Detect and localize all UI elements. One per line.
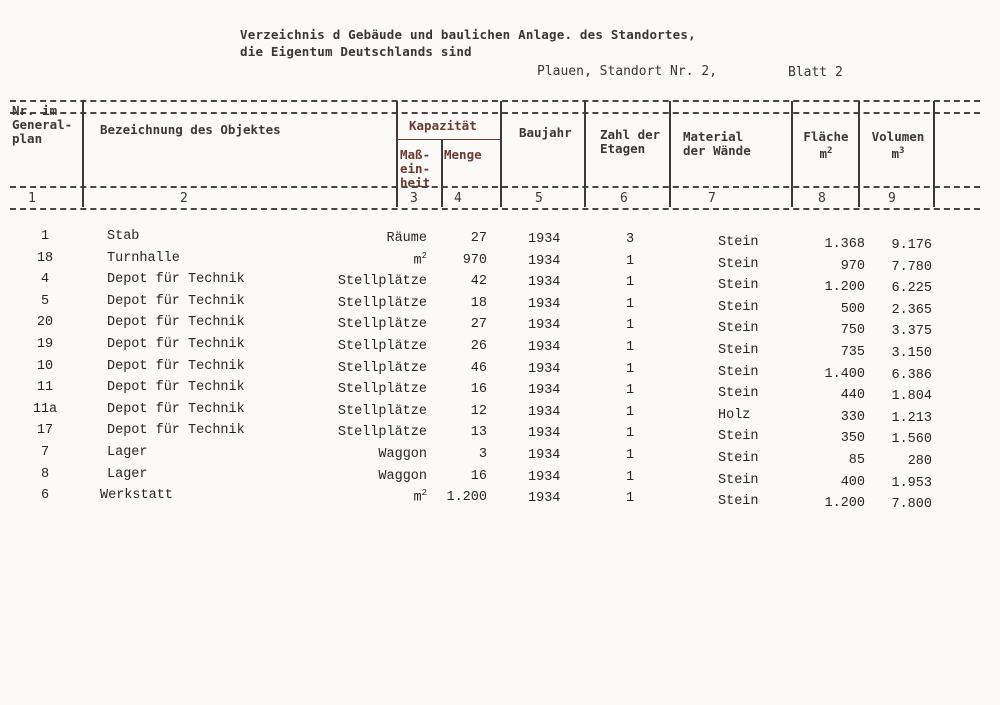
cell-name: Lager	[107, 445, 148, 460]
cell-nr: 10	[36, 359, 54, 374]
cell-etagen: 1	[625, 340, 635, 355]
cell-volumen: 7.780	[891, 260, 932, 275]
cell-menge: 970	[462, 253, 487, 268]
cell-unit: Stellplätze	[337, 274, 427, 289]
cell-menge: 1.200	[446, 490, 487, 505]
cell-volumen: 2.365	[891, 303, 932, 318]
cell-unit: Stellplätze	[337, 317, 427, 332]
column-number: 1	[28, 191, 36, 206]
col-separator-4	[500, 101, 502, 207]
header-bottom-rule	[10, 186, 980, 188]
column-number: 3	[410, 191, 418, 206]
cell-menge: 42	[470, 274, 487, 289]
col-separator-6	[669, 101, 671, 207]
cell-volumen: 1.560	[891, 432, 932, 447]
cell-flaeche: 85	[848, 453, 865, 468]
header-volumen: Volumen $m^3$	[871, 129, 925, 162]
cell-baujahr: 1934	[528, 426, 561, 441]
cell-unit: $m^2$	[413, 488, 427, 506]
cell-flaeche: 1.400	[824, 367, 865, 382]
header-bezeichnung: Bezeichnung des Objektes	[100, 122, 281, 137]
cell-volumen: 1.213	[891, 411, 932, 426]
cell-unit: Räume	[386, 231, 427, 246]
cell-volumen: 3.375	[891, 324, 932, 339]
cell-baujahr: 1934	[528, 470, 561, 485]
table-top-rule-inner	[10, 112, 980, 114]
cell-material: Stein	[718, 494, 759, 509]
cell-material: Stein	[718, 386, 759, 401]
cell-menge: 16	[470, 382, 487, 397]
cell-baujahr: 1934	[528, 297, 561, 312]
cell-flaeche: 1.200	[824, 496, 865, 511]
cell-name: Werkstatt	[100, 488, 173, 503]
cell-unit: Stellplätze	[337, 361, 427, 376]
cell-flaeche: 1.368	[824, 237, 865, 252]
cell-unit: Stellplätze	[337, 296, 427, 311]
cell-name: Depot für Technik	[107, 359, 245, 374]
cell-nr: 17	[36, 423, 54, 438]
header-material: Material der Wände	[683, 129, 751, 158]
cell-etagen: 1	[625, 405, 635, 420]
cell-menge: 18	[470, 296, 487, 311]
cell-name: Turnhalle	[107, 251, 180, 266]
unit-exponent: 2	[421, 488, 427, 498]
cell-flaeche: 970	[840, 259, 865, 274]
col-separator-8	[858, 101, 860, 207]
cell-nr: 6	[40, 488, 50, 503]
cell-name: Depot für Technik	[107, 315, 245, 330]
cell-material: Stein	[718, 278, 759, 293]
cell-menge: 12	[470, 404, 487, 419]
unit-exponent: 2	[421, 251, 427, 261]
cell-menge: 46	[470, 361, 487, 376]
cell-name: Lager	[107, 467, 148, 482]
cell-menge: 13	[470, 425, 487, 440]
cell-etagen: 1	[625, 318, 635, 333]
cell-material: Stein	[718, 343, 759, 358]
cell-nr: 11	[36, 380, 54, 395]
sheet-label: Blatt 2	[788, 65, 843, 80]
cell-nr: 1	[40, 229, 50, 244]
cell-flaeche: 350	[840, 431, 865, 446]
cell-baujahr: 1934	[528, 383, 561, 398]
cell-baujahr: 1934	[528, 340, 561, 355]
document-title-line2: die Eigentum Deutschlands sind	[240, 44, 472, 59]
cell-unit: $m^2$	[413, 251, 427, 269]
header-flaeche: Fläche $m^2$	[803, 129, 849, 162]
header-nr: Nr. im General- plan	[12, 103, 73, 146]
cell-baujahr: 1934	[528, 275, 561, 290]
cell-etagen: 1	[625, 470, 635, 485]
col-separator-5	[584, 101, 586, 207]
cell-baujahr: 1934	[528, 232, 561, 247]
cell-nr: 19	[36, 337, 54, 352]
cell-name: Depot für Technik	[107, 294, 245, 309]
cell-nr: 11a	[32, 402, 58, 417]
cell-flaeche: 500	[840, 302, 865, 317]
cell-unit: Stellplätze	[337, 339, 427, 354]
table-top-rule	[10, 100, 980, 102]
cell-nr: 5	[40, 294, 50, 309]
col-separator-1	[82, 101, 84, 207]
column-number: 2	[180, 191, 188, 206]
header-menge: Menge	[444, 147, 482, 162]
header-etagen: Zahl der Etagen	[600, 127, 661, 156]
header-kapazitaet: Kapazität	[409, 118, 477, 133]
cell-material: Stein	[718, 300, 759, 315]
cell-unit: Stellplätze	[337, 382, 427, 397]
cell-material: Stein	[718, 473, 759, 488]
cell-name: Depot für Technik	[107, 423, 245, 438]
cell-volumen: 3.150	[891, 346, 932, 361]
header-baujahr: Baujahr	[519, 125, 572, 140]
cell-baujahr: 1934	[528, 362, 561, 377]
cell-nr: 7	[40, 445, 50, 460]
col-separator-2	[396, 101, 398, 207]
cell-name: Depot für Technik	[107, 337, 245, 352]
cell-material: Stein	[718, 451, 759, 466]
cell-material: Stein	[718, 321, 759, 336]
cell-unit: Stellplätze	[337, 404, 427, 419]
cell-etagen: 1	[625, 383, 635, 398]
col-separator-3	[441, 140, 443, 207]
kapazitaet-underline	[397, 139, 500, 140]
column-number: 4	[454, 191, 462, 206]
cell-flaeche: 330	[840, 410, 865, 425]
cell-baujahr: 1934	[528, 491, 561, 506]
cell-etagen: 3	[625, 232, 635, 247]
cell-flaeche: 1.200	[824, 280, 865, 295]
cell-name: Stab	[107, 229, 140, 244]
cell-volumen: 1.953	[891, 476, 932, 491]
cell-flaeche: 735	[840, 345, 865, 360]
cell-menge: 27	[470, 231, 487, 246]
cell-menge: 16	[470, 469, 487, 484]
cell-etagen: 1	[625, 426, 635, 441]
cell-unit: Stellplätze	[337, 425, 427, 440]
cell-menge: 27	[470, 317, 487, 332]
col-separator-7	[791, 101, 793, 207]
column-number-rule	[10, 208, 980, 210]
column-number: 8	[818, 191, 826, 206]
cell-name: Depot für Technik	[107, 380, 245, 395]
cell-flaeche: 750	[840, 323, 865, 338]
location-label: Plauen, Standort Nr. 2,	[537, 64, 718, 79]
cell-volumen: 7.800	[891, 497, 932, 512]
cell-name: Depot für Technik	[107, 402, 245, 417]
cell-material: Stein	[718, 257, 759, 272]
cell-unit: Waggon	[378, 469, 427, 484]
cell-etagen: 1	[625, 297, 635, 312]
column-number: 7	[708, 191, 716, 206]
cell-baujahr: 1934	[528, 254, 561, 269]
cell-volumen: 280	[907, 454, 932, 469]
cell-material: Holz	[718, 408, 751, 423]
cell-etagen: 1	[625, 254, 635, 269]
cell-nr: 4	[40, 272, 50, 287]
cell-volumen: 6.225	[891, 281, 932, 296]
column-number: 5	[535, 191, 543, 206]
cell-name: Depot für Technik	[107, 272, 245, 287]
cell-material: Stein	[718, 429, 759, 444]
cell-etagen: 1	[625, 275, 635, 290]
cell-nr: 18	[36, 251, 54, 266]
cell-volumen: 9.176	[891, 238, 932, 253]
cell-etagen: 1	[625, 491, 635, 506]
cell-volumen: 6.386	[891, 368, 932, 383]
cell-menge: 26	[470, 339, 487, 354]
cell-baujahr: 1934	[528, 405, 561, 420]
cell-unit: Waggon	[378, 447, 427, 462]
cell-nr: 8	[40, 467, 50, 482]
cell-volumen: 1.804	[891, 389, 932, 404]
cell-flaeche: 400	[840, 475, 865, 490]
cell-nr: 20	[36, 315, 54, 330]
cell-baujahr: 1934	[528, 318, 561, 333]
cell-material: Stein	[718, 235, 759, 250]
cell-flaeche: 440	[840, 388, 865, 403]
cell-baujahr: 1934	[528, 448, 561, 463]
document-title-line1: Verzeichnis d Gebäude und baulichen Anlage. des Standortes,	[240, 27, 696, 42]
cell-material: Stein	[718, 365, 759, 380]
cell-etagen: 1	[625, 448, 635, 463]
header-masseinheit: Maß- ein- heit	[400, 147, 431, 190]
cell-menge: 3	[478, 447, 487, 462]
column-number: 9	[888, 191, 896, 206]
column-number: 6	[620, 191, 628, 206]
cell-etagen: 1	[625, 362, 635, 377]
